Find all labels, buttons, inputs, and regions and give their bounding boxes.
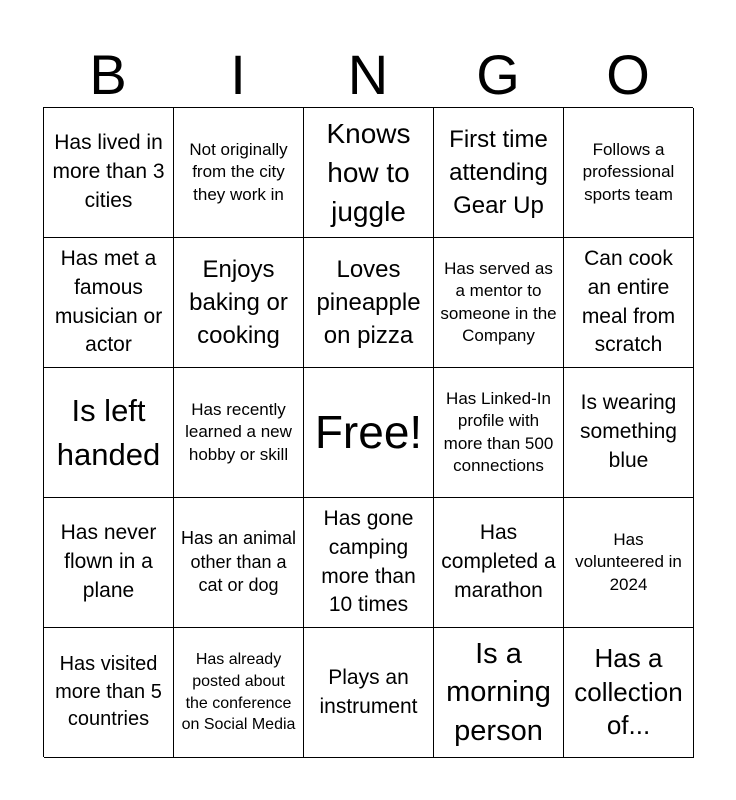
bingo-square[interactable] <box>44 238 174 368</box>
bingo-square[interactable] <box>434 628 564 758</box>
square-label: Can cook an entire meal from scratch <box>581 246 676 357</box>
square-label: Has completed a marathon <box>441 521 556 602</box>
bingo-square[interactable] <box>174 498 304 628</box>
bingo-square[interactable] <box>434 498 564 628</box>
square-label: Has volunteered in 2024 <box>575 529 682 594</box>
bingo-square[interactable] <box>174 108 304 238</box>
square-label: Has never flown in a plane <box>60 521 157 602</box>
header-letter-i: I <box>230 43 246 106</box>
bingo-square[interactable] <box>304 108 434 238</box>
bingo-square[interactable] <box>174 238 304 368</box>
bingo-square[interactable] <box>564 238 694 368</box>
square-label: Has Linked-In profile with more than 500 connections <box>443 388 554 475</box>
bingo-square[interactable] <box>304 628 434 758</box>
square-label: Has met a famous musician or actor <box>54 246 163 357</box>
bingo-square[interactable] <box>564 628 694 758</box>
free-label: Free! <box>314 406 423 459</box>
bingo-square[interactable] <box>564 498 694 628</box>
bingo-square[interactable] <box>304 238 434 368</box>
square-label: Enjoys baking or cooking <box>189 255 288 350</box>
square-label: Has a collection of... <box>574 642 683 741</box>
bingo-square[interactable] <box>44 368 174 498</box>
square-label: Has gone camping more than 10 times <box>321 506 416 617</box>
bingo-header <box>43 44 693 106</box>
square-label: Plays an instrument <box>319 665 418 718</box>
bingo-square[interactable] <box>44 108 174 238</box>
square-label: Loves pineapple on pizza <box>316 255 421 350</box>
square-label: First time attending Gear Up <box>449 125 548 220</box>
bingo-square[interactable] <box>434 238 564 368</box>
square-label: Is wearing something blue <box>580 391 677 472</box>
header-letter-o: O <box>606 43 650 106</box>
square-label: Has an animal other than a cat or dog <box>180 527 297 596</box>
square-label: Follows a professional sports team <box>582 139 675 204</box>
header-letter-n: N <box>347 43 389 106</box>
bingo-square[interactable] <box>174 368 304 498</box>
square-label: Has already posted about the conference on Social Media <box>181 651 296 734</box>
bingo-square[interactable] <box>434 368 564 498</box>
bingo-square[interactable] <box>564 368 694 498</box>
square-label: Has visited more than 5 countries <box>55 653 162 731</box>
bingo-square[interactable] <box>304 498 434 628</box>
bingo-square[interactable] <box>434 108 564 238</box>
square-label: Has recently learned a new hobby or skill <box>185 399 292 464</box>
bingo-square[interactable] <box>44 628 174 758</box>
square-label: Is left handed <box>56 393 161 472</box>
square-label: Knows how to juggle <box>326 117 411 228</box>
square-label: Not originally from the city they work in <box>189 139 288 204</box>
header-letter-b: B <box>89 43 127 106</box>
bingo-square[interactable] <box>174 628 304 758</box>
square-label: Has served as a mentor to someone in the Company <box>440 258 557 345</box>
bingo-card <box>43 107 693 757</box>
square-label: Is a morning person <box>446 638 551 747</box>
bingo-square[interactable] <box>44 498 174 628</box>
square-label: Has lived in more than 3 cities <box>52 131 165 212</box>
free-square[interactable] <box>304 368 434 498</box>
header-letter-g: G <box>476 43 520 106</box>
bingo-square[interactable] <box>564 108 694 238</box>
